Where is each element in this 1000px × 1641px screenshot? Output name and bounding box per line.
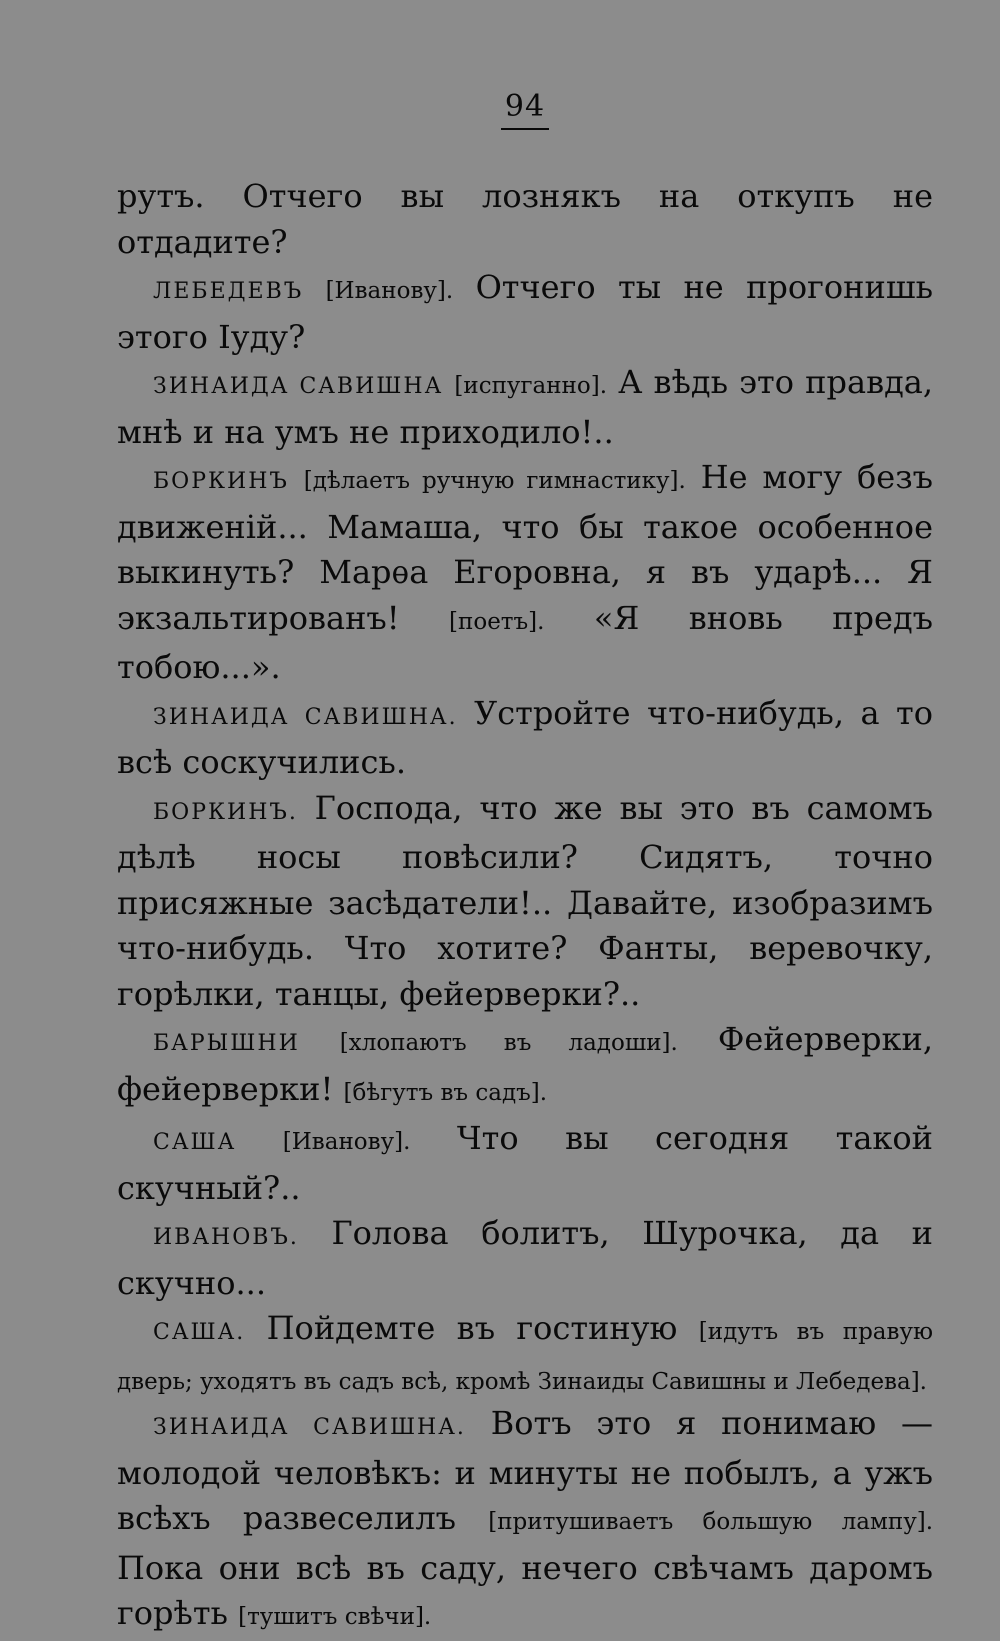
paragraph-3 [117, 360, 933, 455]
speech-text: рутъ. Отчего вы лознякъ на откупъ не отдадите? [117, 177, 933, 261]
stage-direction: [бѣгутъ въ садъ]. [343, 1079, 548, 1106]
speech-text: Вотъ это я понимаю — молодой человѣкъ: и минуты не побылъ, а ужъ всѣхъ развеселилъ [117, 1404, 934, 1537]
speaker-name: САША [153, 1130, 237, 1155]
paragraph-11 [117, 1401, 933, 1641]
speech-text: Не могу безъ движеній... Мамаша, что бы такое особенное выкинуть? Марѳа Егоровна, я въ ударѣ... Я экзальтированъ! [117, 458, 934, 637]
page-number: 94 [501, 90, 549, 130]
stage-direction: [поетъ]. [449, 608, 545, 635]
paragraph-7 [117, 1017, 933, 1116]
page-header [117, 90, 933, 148]
paragraph-8 [117, 1116, 933, 1211]
stage-direction: [хлопаютъ въ ладоши]. [339, 1030, 678, 1056]
speech-text: А вѣдь это правда, мнѣ и на умъ не приходило!.. [117, 363, 934, 451]
stage-direction: [идутъ въ правую дверь; уходятъ въ садъ всѣ, кромѣ Зинаиды Савишны и Лебедева]. [117, 1319, 934, 1395]
stage-direction: [притушиваетъ большую лампу]. [488, 1509, 934, 1535]
speech-text: Господа, что же вы это въ самомъ дѣлѣ носы повѣсили? Сидятъ, точно присяжные засѣдатели!.. Давайте, изобразимъ что-нибудь. Что хотите? Фанты, веревочку, горѣлки, танцы, фейерверки?.. [117, 788, 934, 1013]
paragraph-6 [117, 786, 933, 1018]
speaker-name: БОРКИНЪ [153, 469, 289, 494]
paragraph-9 [117, 1211, 933, 1306]
speech-text: «Я вновь предъ тобою...». [117, 598, 933, 686]
speaker-name: ЗИНАИДА САВИШНА. [153, 704, 458, 730]
stage-direction: [Иванову]. [325, 278, 454, 304]
speaker-name: БАРЫШНИ [153, 1031, 300, 1056]
paragraph-5 [117, 691, 933, 786]
speech-text: Голова болитъ, Шурочка, да и скучно... [117, 1214, 934, 1302]
stage-direction: [дѣлаетъ ручную гимнастику]. [303, 468, 686, 494]
speech-text: Отчего ты не прогонишь этого Іуду? [117, 268, 934, 356]
speech-text: Пока они всѣ въ саду, нечего свѣчамъ даромъ горѣть [117, 1548, 933, 1632]
paragraph-1 [117, 174, 933, 265]
paragraph-2 [117, 265, 933, 360]
speech-text: Что вы сегодня такой скучный?.. [117, 1119, 933, 1207]
paragraph-10 [117, 1306, 933, 1401]
page-body [117, 174, 933, 1641]
speech-text: Фейерверки, фейерверки! [117, 1020, 934, 1108]
speech-text: Пойдемте въ гостиную [266, 1309, 678, 1347]
speaker-name: ЗИНАИДА САВИШНА [153, 374, 444, 399]
speaker-name: БОРКИНЪ. [153, 799, 298, 825]
stage-direction: [тушитъ свѣчи]. [238, 1604, 432, 1630]
book-page [117, 90, 933, 1641]
speaker-name: ЗИНАИДА САВИШНА. [153, 1415, 466, 1440]
stage-direction: [испуганно]. [454, 373, 608, 399]
paragraph-4 [117, 455, 933, 691]
speaker-name: ИВАНОВЪ. [153, 1225, 299, 1250]
stage-direction: [Иванову]. [282, 1129, 411, 1155]
speech-text: Устройте что-нибудь, а то всѣ соскучились. [117, 693, 934, 781]
speaker-name: САША. [153, 1320, 246, 1345]
speaker-name: ЛЕБЕДЕВЪ [153, 279, 304, 304]
